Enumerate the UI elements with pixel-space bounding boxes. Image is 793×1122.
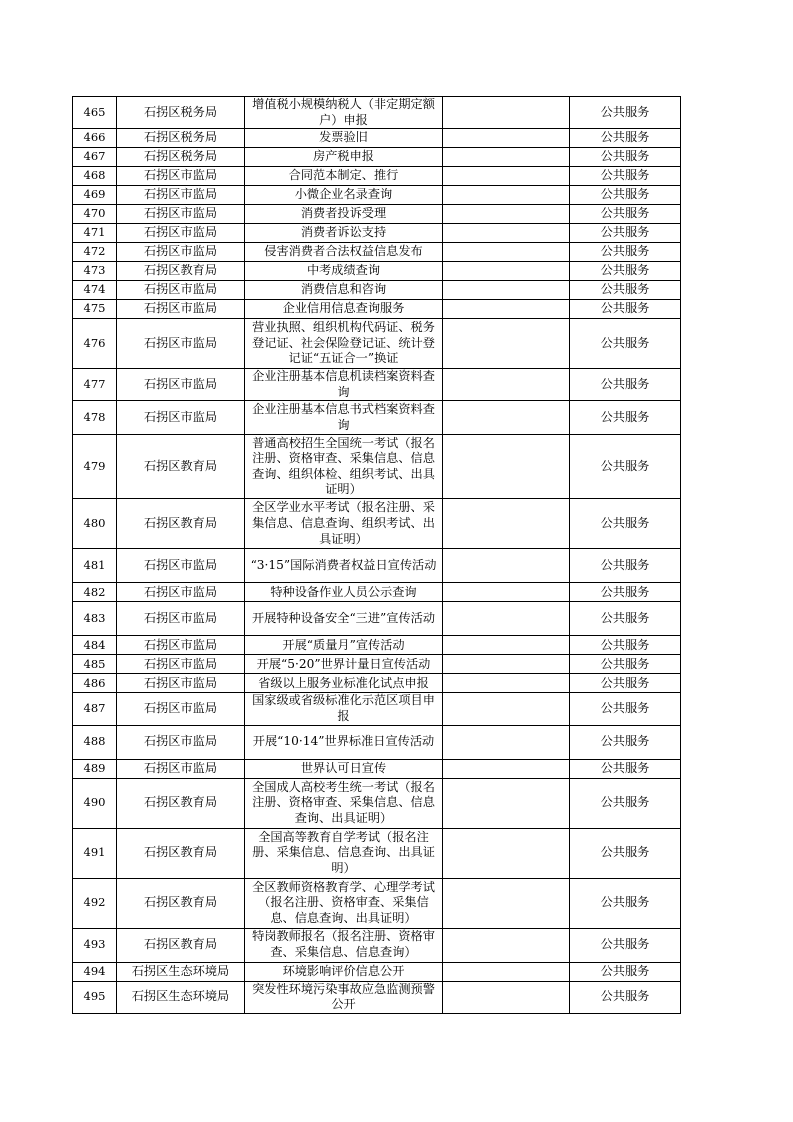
row-number: 471 [73, 224, 117, 243]
department-cell: 石拐区市监局 [117, 636, 245, 655]
row-number: 469 [73, 186, 117, 205]
row-number: 480 [73, 499, 117, 549]
service-type-cell: 公共服务 [570, 981, 681, 1013]
service-type-cell: 公共服务 [570, 602, 681, 636]
blank-cell [443, 499, 570, 549]
department-cell: 石拐区税务局 [117, 148, 245, 167]
table-row [73, 262, 681, 281]
table-row [73, 281, 681, 300]
service-item-cell: 侵害消费者合法权益信息发布 [245, 243, 443, 262]
service-item-cell: 企业信用信息查询服务 [245, 300, 443, 319]
row-number: 489 [73, 759, 117, 778]
row-number: 466 [73, 129, 117, 148]
blank-cell [443, 759, 570, 778]
service-type-cell: 公共服务 [570, 693, 681, 725]
table-row [73, 981, 681, 1013]
department-cell: 石拐区市监局 [117, 725, 245, 759]
service-type-cell: 公共服务 [570, 778, 681, 828]
service-item-cell: 房产税申报 [245, 148, 443, 167]
blank-cell [443, 602, 570, 636]
service-item-cell: 企业注册基本信息机读档案资料查询 [245, 369, 443, 401]
service-type-cell: 公共服务 [570, 300, 681, 319]
department-cell: 石拐区教育局 [117, 828, 245, 878]
blank-cell [443, 693, 570, 725]
table-row [73, 674, 681, 693]
service-item-cell: 省级以上服务业标准化试点申报 [245, 674, 443, 693]
blank-cell [443, 549, 570, 583]
table-row [73, 243, 681, 262]
department-cell: 石拐区市监局 [117, 602, 245, 636]
service-list-table [72, 96, 681, 1014]
table-row [73, 583, 681, 602]
row-number: 494 [73, 962, 117, 981]
row-number: 470 [73, 205, 117, 224]
table-row [73, 549, 681, 583]
blank-cell [443, 401, 570, 435]
service-type-cell: 公共服务 [570, 97, 681, 129]
department-cell: 石拐区市监局 [117, 186, 245, 205]
department-cell: 石拐区市监局 [117, 583, 245, 602]
service-type-cell: 公共服务 [570, 148, 681, 167]
row-number: 476 [73, 319, 117, 369]
blank-cell [443, 262, 570, 281]
blank-cell [443, 224, 570, 243]
table-row [73, 828, 681, 878]
row-number: 491 [73, 828, 117, 878]
blank-cell [443, 725, 570, 759]
table-row [73, 636, 681, 655]
table-row [73, 602, 681, 636]
service-type-cell: 公共服务 [570, 186, 681, 205]
service-item-cell: 全区学业水平考试（报名注册、采集信息、信息查询、组织考试、出具证明） [245, 499, 443, 549]
table-row [73, 962, 681, 981]
blank-cell [443, 148, 570, 167]
service-item-cell: 消费者投诉受理 [245, 205, 443, 224]
service-item-cell: 中考成绩查询 [245, 262, 443, 281]
row-number: 483 [73, 602, 117, 636]
department-cell: 石拐区市监局 [117, 759, 245, 778]
blank-cell [443, 319, 570, 369]
blank-cell [443, 962, 570, 981]
service-item-cell: 发票验旧 [245, 129, 443, 148]
service-type-cell: 公共服务 [570, 224, 681, 243]
row-number: 479 [73, 435, 117, 499]
table-row [73, 167, 681, 186]
service-item-cell: 消费信息和咨询 [245, 281, 443, 300]
row-number: 490 [73, 778, 117, 828]
service-item-cell: 开展“10·14”世界标准日宣传活动 [245, 725, 443, 759]
service-item-cell: “3·15”国际消费者权益日宣传活动 [245, 549, 443, 583]
department-cell: 石拐区市监局 [117, 243, 245, 262]
service-item-cell: 全国高等教育自学考试（报名注册、采集信息、信息查询、出具证明） [245, 828, 443, 878]
service-type-cell: 公共服务 [570, 205, 681, 224]
row-number: 488 [73, 725, 117, 759]
row-number: 473 [73, 262, 117, 281]
blank-cell [443, 281, 570, 300]
table-row [73, 186, 681, 205]
department-cell: 石拐区市监局 [117, 549, 245, 583]
row-number: 467 [73, 148, 117, 167]
table-row [73, 148, 681, 167]
table-row [73, 878, 681, 928]
department-cell: 石拐区税务局 [117, 97, 245, 129]
table-row [73, 778, 681, 828]
blank-cell [443, 981, 570, 1013]
blank-cell [443, 828, 570, 878]
row-number: 481 [73, 549, 117, 583]
blank-cell [443, 878, 570, 928]
service-item-cell: 合同范本制定、推行 [245, 167, 443, 186]
service-type-cell: 公共服务 [570, 319, 681, 369]
department-cell: 石拐区税务局 [117, 129, 245, 148]
service-item-cell: 开展“质量月”宣传活动 [245, 636, 443, 655]
service-type-cell: 公共服务 [570, 369, 681, 401]
table-row [73, 224, 681, 243]
table-row [73, 725, 681, 759]
service-item-cell: 开展特种设备安全“三进”宣传活动 [245, 602, 443, 636]
service-type-cell: 公共服务 [570, 828, 681, 878]
blank-cell [443, 97, 570, 129]
department-cell: 石拐区市监局 [117, 205, 245, 224]
row-number: 475 [73, 300, 117, 319]
row-number: 493 [73, 928, 117, 962]
service-item-cell: 突发性环境污染事故应急监测预警公开 [245, 981, 443, 1013]
service-type-cell: 公共服务 [570, 725, 681, 759]
row-number: 485 [73, 655, 117, 674]
blank-cell [443, 778, 570, 828]
service-type-cell: 公共服务 [570, 583, 681, 602]
table-row [73, 401, 681, 435]
table-row [73, 129, 681, 148]
row-number: 495 [73, 981, 117, 1013]
row-number: 482 [73, 583, 117, 602]
service-type-cell: 公共服务 [570, 499, 681, 549]
service-item-cell: 国家级或省级标准化示范区项目申报 [245, 693, 443, 725]
table-row [73, 435, 681, 499]
blank-cell [443, 583, 570, 602]
blank-cell [443, 674, 570, 693]
department-cell: 石拐区教育局 [117, 499, 245, 549]
department-cell: 石拐区市监局 [117, 281, 245, 300]
service-item-cell: 特种设备作业人员公示查询 [245, 583, 443, 602]
row-number: 478 [73, 401, 117, 435]
service-item-cell: 普通高校招生全国统一考试（报名注册、资格审查、采集信息、信息查询、组织体检、组织考试、出具证明） [245, 435, 443, 499]
row-number: 486 [73, 674, 117, 693]
department-cell: 石拐区教育局 [117, 262, 245, 281]
service-type-cell: 公共服务 [570, 655, 681, 674]
blank-cell [443, 186, 570, 205]
blank-cell [443, 167, 570, 186]
department-cell: 石拐区市监局 [117, 300, 245, 319]
table-body [73, 97, 681, 1014]
service-type-cell: 公共服务 [570, 401, 681, 435]
row-number: 472 [73, 243, 117, 262]
department-cell: 石拐区市监局 [117, 693, 245, 725]
service-item-cell: 增值税小规模纳税人（非定期定额户）申报 [245, 97, 443, 129]
department-cell: 石拐区教育局 [117, 928, 245, 962]
service-type-cell: 公共服务 [570, 674, 681, 693]
service-item-cell: 环境影响评价信息公开 [245, 962, 443, 981]
department-cell: 石拐区生态环境局 [117, 962, 245, 981]
row-number: 468 [73, 167, 117, 186]
service-item-cell: 全国成人高校考生统一考试（报名注册、资格审查、采集信息、信息查询、出具证明） [245, 778, 443, 828]
department-cell: 石拐区市监局 [117, 224, 245, 243]
blank-cell [443, 243, 570, 262]
table-row [73, 693, 681, 725]
row-number: 474 [73, 281, 117, 300]
row-number: 487 [73, 693, 117, 725]
row-number: 465 [73, 97, 117, 129]
department-cell: 石拐区市监局 [117, 401, 245, 435]
table-row [73, 97, 681, 129]
service-item-cell: 企业注册基本信息书式档案资料查询 [245, 401, 443, 435]
service-type-cell: 公共服务 [570, 167, 681, 186]
blank-cell [443, 636, 570, 655]
service-type-cell: 公共服务 [570, 962, 681, 981]
department-cell: 石拐区市监局 [117, 369, 245, 401]
table-row [73, 655, 681, 674]
service-item-cell: 开展“5·20”世界计量日宣传活动 [245, 655, 443, 674]
service-item-cell: 营业执照、组织机构代码证、税务登记证、社会保险登记证、统计登记证“五证合一”换证 [245, 319, 443, 369]
service-item-cell: 消费者诉讼支持 [245, 224, 443, 243]
department-cell: 石拐区教育局 [117, 778, 245, 828]
table-row [73, 499, 681, 549]
department-cell: 石拐区市监局 [117, 674, 245, 693]
blank-cell [443, 205, 570, 224]
table-row [73, 205, 681, 224]
table-row [73, 319, 681, 369]
blank-cell [443, 129, 570, 148]
row-number: 477 [73, 369, 117, 401]
blank-cell [443, 435, 570, 499]
department-cell: 石拐区教育局 [117, 435, 245, 499]
table-row [73, 300, 681, 319]
service-item-cell: 全区教师资格教育学、心理学考试（报名注册、资格审查、采集信息、信息查询、出具证明） [245, 878, 443, 928]
department-cell: 石拐区教育局 [117, 878, 245, 928]
service-type-cell: 公共服务 [570, 636, 681, 655]
table-row [73, 759, 681, 778]
department-cell: 石拐区生态环境局 [117, 981, 245, 1013]
table-row [73, 928, 681, 962]
blank-cell [443, 300, 570, 319]
row-number: 484 [73, 636, 117, 655]
department-cell: 石拐区市监局 [117, 319, 245, 369]
service-type-cell: 公共服务 [570, 549, 681, 583]
blank-cell [443, 928, 570, 962]
row-number: 492 [73, 878, 117, 928]
department-cell: 石拐区市监局 [117, 655, 245, 674]
service-type-cell: 公共服务 [570, 928, 681, 962]
table-row [73, 369, 681, 401]
service-type-cell: 公共服务 [570, 129, 681, 148]
blank-cell [443, 655, 570, 674]
blank-cell [443, 369, 570, 401]
service-item-cell: 特岗教师报名（报名注册、资格审查、采集信息、信息查询） [245, 928, 443, 962]
service-type-cell: 公共服务 [570, 281, 681, 300]
service-type-cell: 公共服务 [570, 878, 681, 928]
service-type-cell: 公共服务 [570, 243, 681, 262]
service-item-cell: 小微企业名录查询 [245, 186, 443, 205]
service-type-cell: 公共服务 [570, 435, 681, 499]
department-cell: 石拐区市监局 [117, 167, 245, 186]
service-type-cell: 公共服务 [570, 759, 681, 778]
service-type-cell: 公共服务 [570, 262, 681, 281]
service-item-cell: 世界认可日宣传 [245, 759, 443, 778]
